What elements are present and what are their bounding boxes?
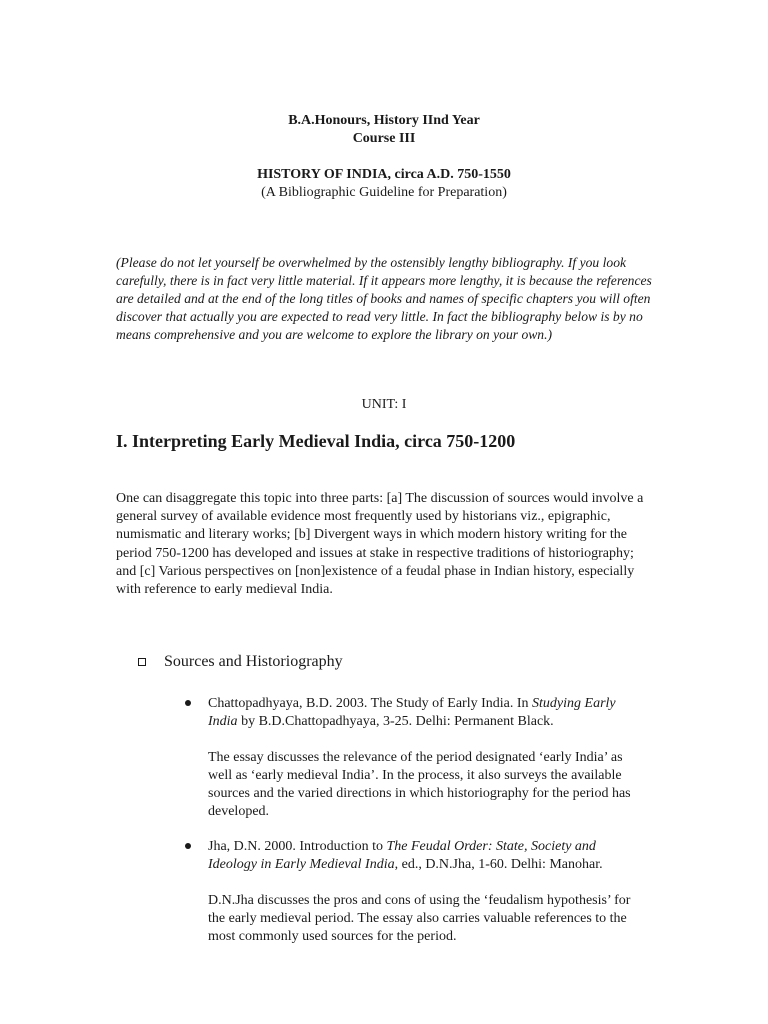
section-title: I. Interpreting Early Medieval India, circa 750-1200 [116,431,516,451]
course-number: Course III [352,131,416,146]
entry-description: The essay discusses the relevance of the period designated ‘early India’ as well as ‘early medieval India’. In the process, it also surveys the available sources and the varied directions in which historiography for the period has developed. [208,750,631,819]
section-paragraph: One can disaggregate this topic into three parts: [a] The discussion of sources would involve a general survey of available evidence most frequently used by historians viz., epigraphic, numismatic and literary works; [b] Divergent ways in which modern history writing for the period 750-1200 has developed and issues at stake in respective traditions of historiography; and [c] Various perspectives on [non]existence of a feudal phase in Indian history, especially with reference to early medieval India. [116,491,644,598]
document-title: HISTORY OF INDIA, circa A.D. 750-1550 [257,167,511,182]
citation: Chattopadhyaya, B.D. 2003. The Study of Early India. In Studying Early India by B.D.Chattopadhyaya, 3-25. Delhi: Permanent Black. [208,696,616,729]
bullet-icon [185,843,191,849]
citation-title: Studying Early India [208,696,616,729]
square-bullet-icon [138,658,146,666]
list-item [208,695,648,821]
list-item [208,838,648,946]
subsection-heading [138,653,343,671]
document-subtitle: (A Bibliographic Guideline for Preparation) [261,185,507,200]
unit-label: UNIT: I [361,397,407,412]
entry-description: D.N.Jha discusses the pros and cons of using the ‘feudalism hypothesis’ for the early medieval period. The essay also carries valuable references to the most commonly used sources for the period. [208,893,631,944]
citation-title: The Feudal Order: State, Society and Ideology in Early Medieval India [208,839,596,872]
bullet-icon [185,700,191,706]
subsection-label: Sources and Historiography [164,653,343,670]
course-heading: B.A.Honours, History IInd Year [288,113,480,128]
intro-note: (Please do not let yourself be overwhelmed by the ostensibly lengthy bibliography. If you look carefully, there is in fact very little material. If it appears more lengthy, it is because the references are detailed and at the end of the long titles of books and names of specific chapters you will often discover that actually you are expected to read very little. In fact the bibliography below is by no means comprehensive and you are welcome to explore the library on your own.) [116,255,652,342]
citation: Jha, D.N. 2000. Introduction to The Feudal Order: State, Society and Ideology in Early Medieval India, ed., D.N.Jha, 1-60. Delhi: Manohar. [208,839,603,872]
